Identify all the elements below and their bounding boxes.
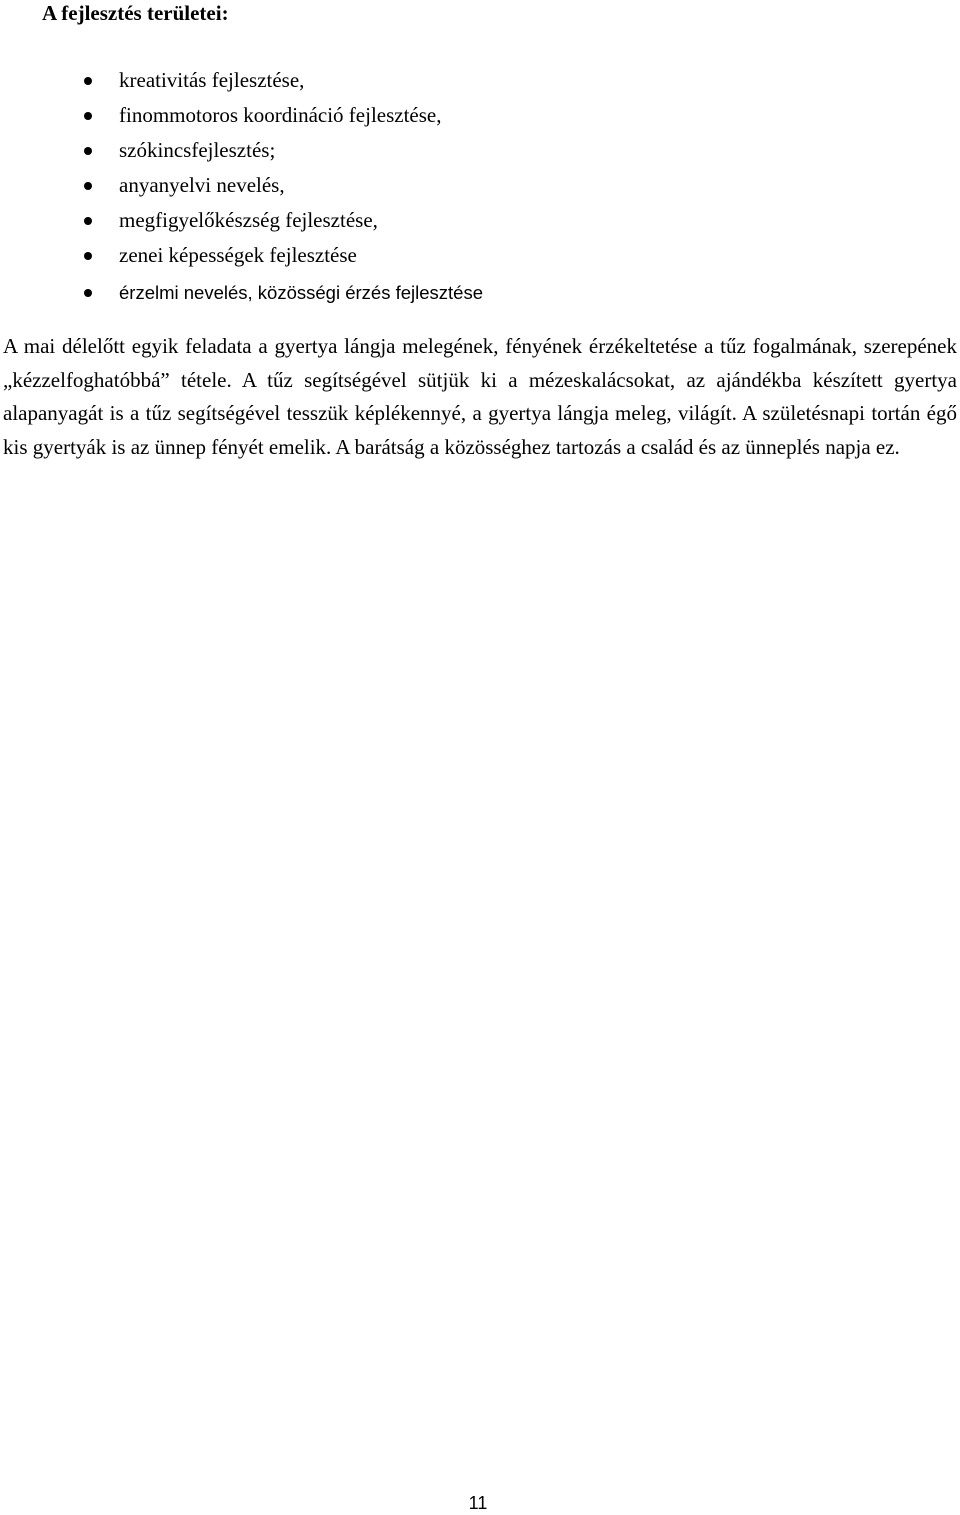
body-paragraph: A mai délelőtt egyik feladata a gyertya lángja melegének, fényének érzékeltetése a tűz fogalmának, szerepének „kézzelfoghatóbbá” tétele. A tűz segítségével sütjük ki a mézeskalácsokat, az ajándékba készített gyertya alapanyagát is a tűz segítségével tesszük képlékennyé, a gyertya lángja meleg, világít. A születésnapi tortán égő kis gyertyák is az ünnep fényét emelik. A barátság a közösséghez tartozás a család és az ünneplés napja ez. (3, 334, 957, 459)
list-item-label: érzelmi nevelés, közösségi érzés fejlesztése (119, 282, 483, 303)
list-item-label: kreativitás fejlesztése, (119, 68, 305, 92)
bullet-icon (84, 289, 92, 297)
bullet-icon (84, 112, 92, 120)
page-number: 11 (468, 1493, 488, 1513)
bullet-icon (84, 77, 92, 85)
list-item (0, 273, 960, 313)
bullet-icon (84, 182, 92, 190)
list-item (0, 168, 960, 203)
section-heading: A fejlesztés területei: (42, 1, 229, 25)
development-goals-list (0, 63, 960, 313)
bullet-icon (84, 217, 92, 225)
list-item (0, 98, 960, 133)
list-item-label: zenei képességek fejlesztése (119, 243, 357, 267)
list-item (0, 63, 960, 98)
list-item (0, 203, 960, 238)
bullet-icon (84, 147, 92, 155)
list-item (0, 238, 960, 273)
list-item (0, 133, 960, 168)
bullet-icon (84, 252, 92, 260)
list-item-label: anyanyelvi nevelés, (119, 173, 285, 197)
list-item-label: finommotoros koordináció fejlesztése, (119, 103, 442, 127)
list-item-label: megfigyelőkészség fejlesztése, (119, 208, 378, 232)
list-item-label: szókincsfejlesztés; (119, 138, 276, 162)
